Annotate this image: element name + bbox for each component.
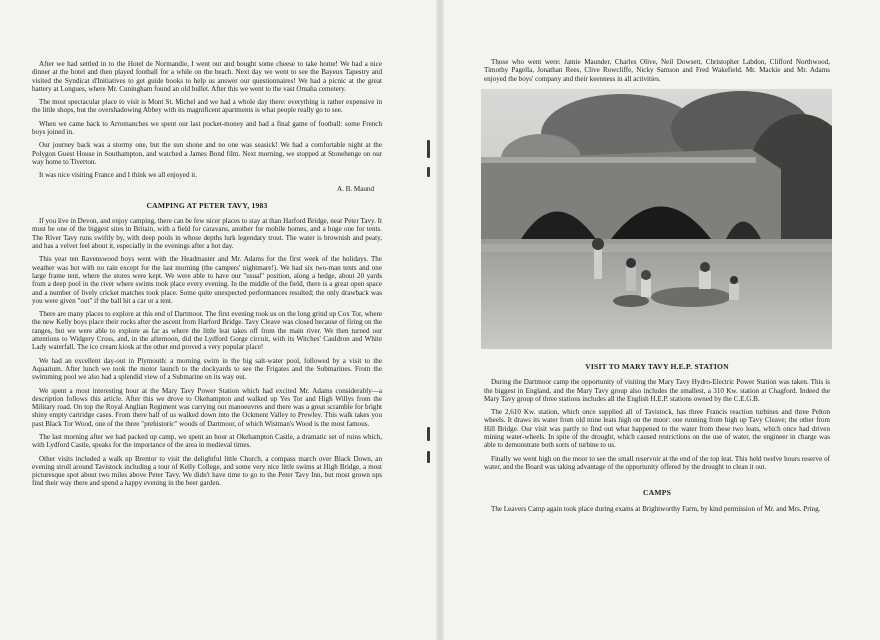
paragraph: When we came back to Arromanches we spent our last pocket-money and had a final game of football: some French boys joined in. (32, 119, 382, 137)
page-gutter (436, 0, 444, 640)
paragraph: Finally we went high on the moor to see the small reservoir at the end of the top leat. This held twelve hours reserve of water, and the Board was taking advantage of the opportunity offered by the drought to clean it out. (484, 454, 830, 471)
paragraph: The last morning after we had packed up camp, we spent an hour at Okehampton Castle, a dramatic set of ruins which, with Lydford Castle, speaks for the importance of the area in medieval times. (32, 432, 382, 450)
binding-mark-top-2 (427, 167, 430, 177)
paragraph: The Leavers Camp again took place during exams at Brightworthy Farm, by kind permission of Mr. and Mrs. Pring. (491, 504, 821, 513)
author-signature: A. B. Maund (336, 184, 374, 193)
paragraph: We had an excellent day-out in Plymouth: a morning swim in the big salt-water pool, followed by a visit to the Aquarium. After lunch we took the motor launch to the dockyards to see the Frigates and the Submarines. From the swimming pool we also had a splendid view of a Submarine on its way out. (32, 356, 382, 382)
river-bridge-photo (481, 89, 832, 349)
paragraph: We spent a most interesting hour at the Mary Tavy Power Station which had excited Mr. Adams considerably—a description follows this article. After this we drove to Okehampton and walked up Yes Tor and High Willys from the Military road. On top the Royal Anglian Regiment was carrying out manoeuvres and there was a great scramble for bright shiny empty cartridge cases. From there half of us walked down into the Ockment Valley to Prewley. This walk takes you past Black Tor Wood, one of the three "prehistoric" woods of Dartmoor, of which Wistman's Wood is the most famous. (32, 386, 382, 428)
right-column-articles (484, 354, 830, 518)
paragraph: Other visits included a walk up Brentor to visit the delightful little Church, a compass march over Black Down, an evening stroll around Tavistock including a tour of Kelly College, and some very nice little swims at High Bridge, a most picturesque spot about two miles above Peter Tavy. We didn't have time to go to the Peter Tavy Inn, but most grown ups find their way there and spend a happy evening in the beer garden. (32, 454, 382, 488)
binding-mark-bottom (427, 427, 430, 441)
paragraph: During the Dartmoor camp the opportunity of visiting the Mary Tavy Hydro-Electric Power Station was taken. This is the biggest in England, and the Mary Tavy group also includes the smallest, a 310 Kw. station at Chagford. Indeed the Mary Tavy group of three stations includes all the English H.E.P. stations owned by the C.E.G.B. (484, 378, 830, 403)
binding-mark-top (427, 140, 430, 158)
paragraph: There are many places to explore at this end of Dartmoor. The first evening took us on the long grind up Cox Tor, where the new Kelly boys place their rocks after the ascent from Harford Bridge. Tavy Cleave was closed because of firing on the ranges, but we were able to explore as far as where the little leat takes off from the main river. We then turned our attentions to Widgery Cross, and, in the afternoon, did the Lydford Gorge circuit, with its Witches' Cauldron and White Lady waterfall. The ice cream kiosk at the other end proved a very popular place! (32, 310, 382, 352)
paragraph: This year ten Ravenswood boys went with the Headmaster and Mr. Adams for the first week of the holidays. The weather was hot with no rain except for the last morning (the campers' nightmare!). We had six two-man tents and one large frame tent, where the stores were kept. We were able to have our "usual" position, along a hedge, about 20 yards from a deep pool in the river where swims took place every evening. In the middle of the field, there is a great open space and a number of lively cricket matches took place. Some quite unexpected performances resulted; the only drawback was you were given "out" if the ball hit a car or a tent. (32, 255, 382, 305)
article-heading: VISIT TO MARY TAVY H.E.P. STATION (585, 362, 729, 371)
article-heading: CAMPS (643, 488, 671, 498)
binding-mark-bottom-2 (427, 451, 430, 463)
paragraph: After we had settled in to the Hotel de Normandie, I went out and bought some cheese to take home! We had a nice dinner at the hotel and then played football for a while on the beach. Next day we went to see the Bayeux Tapestry and visited the Syndicat d'Initiatives to get guide books to help us answer our questionnaires! We had a picnic at the great battery at Longues, where Mr. Cuningham found an old bullet. After this we went to the vast Omaha cemetery. (32, 60, 382, 93)
paragraph: It was nice visiting France and I think we all enjoyed it. (39, 171, 197, 180)
left-column (32, 60, 382, 493)
paragraph: If you live in Devon, and enjoy camping, there can be few nicer places to stay at than Harford Bridge, near Peter Tavy. It must be one of the biggest sites in Britain, with a field for caravans, another for mobile homes, and a huge one for tents. The River Tavy runs swiftly by, with deep pools in whose depths lurk legendary trout. The water is brownish and peaty, and has a velvet feel about it, especially in the evenings after a hot day. (32, 217, 382, 251)
photo-image (481, 89, 832, 349)
paragraph: The most spectacular place to visit is Mont St. Michel and we had a whole day there: everything is rather expensive in the little shops, but the overshadowing Abbey with its magnificent apartments is what people really go to see. (32, 98, 382, 115)
right-column-intro (484, 58, 830, 88)
paragraph: The 2,610 Kw. station, which once supplied all of Tavistock, has three Francis reaction turbines and three Pelton wheels. It draws its water from old mine leats high on the moor: one running from high up Tavy Cleave; the other from Hill Bridge. Our visit was partly to find out what happened to the water from these two leats, which once had driven mining water-wheels. In spite of the drought, which caused restrictions on the use of water, the engineer in charge was able to demonstrate both sorts of turbine to us. (484, 408, 830, 450)
paragraph: Those who went were: Jamie Maunder, Charles Olive, Neil Dowsett, Christopher Labdon, Clifford Northwood, Timothy Pagella, Jonathan Rees, Clive Rowcliffe, Nicky Samson and Fred Wakefield. Mr. Mackie and Mr. Adams enjoyed the boys' company and their keenness in all activities. (484, 58, 830, 83)
paragraph: Our journey back was a stormy one, but the sun shone and no one was seasick! We had a comfortable night at the Polygon Guest House in Southampton, and watched a James Bond film. Next morning, we stopped at Stonehenge on our way home to Tiverton. (32, 141, 382, 166)
article-heading: CAMPING AT PETER TAVY, 1983 (146, 200, 268, 210)
